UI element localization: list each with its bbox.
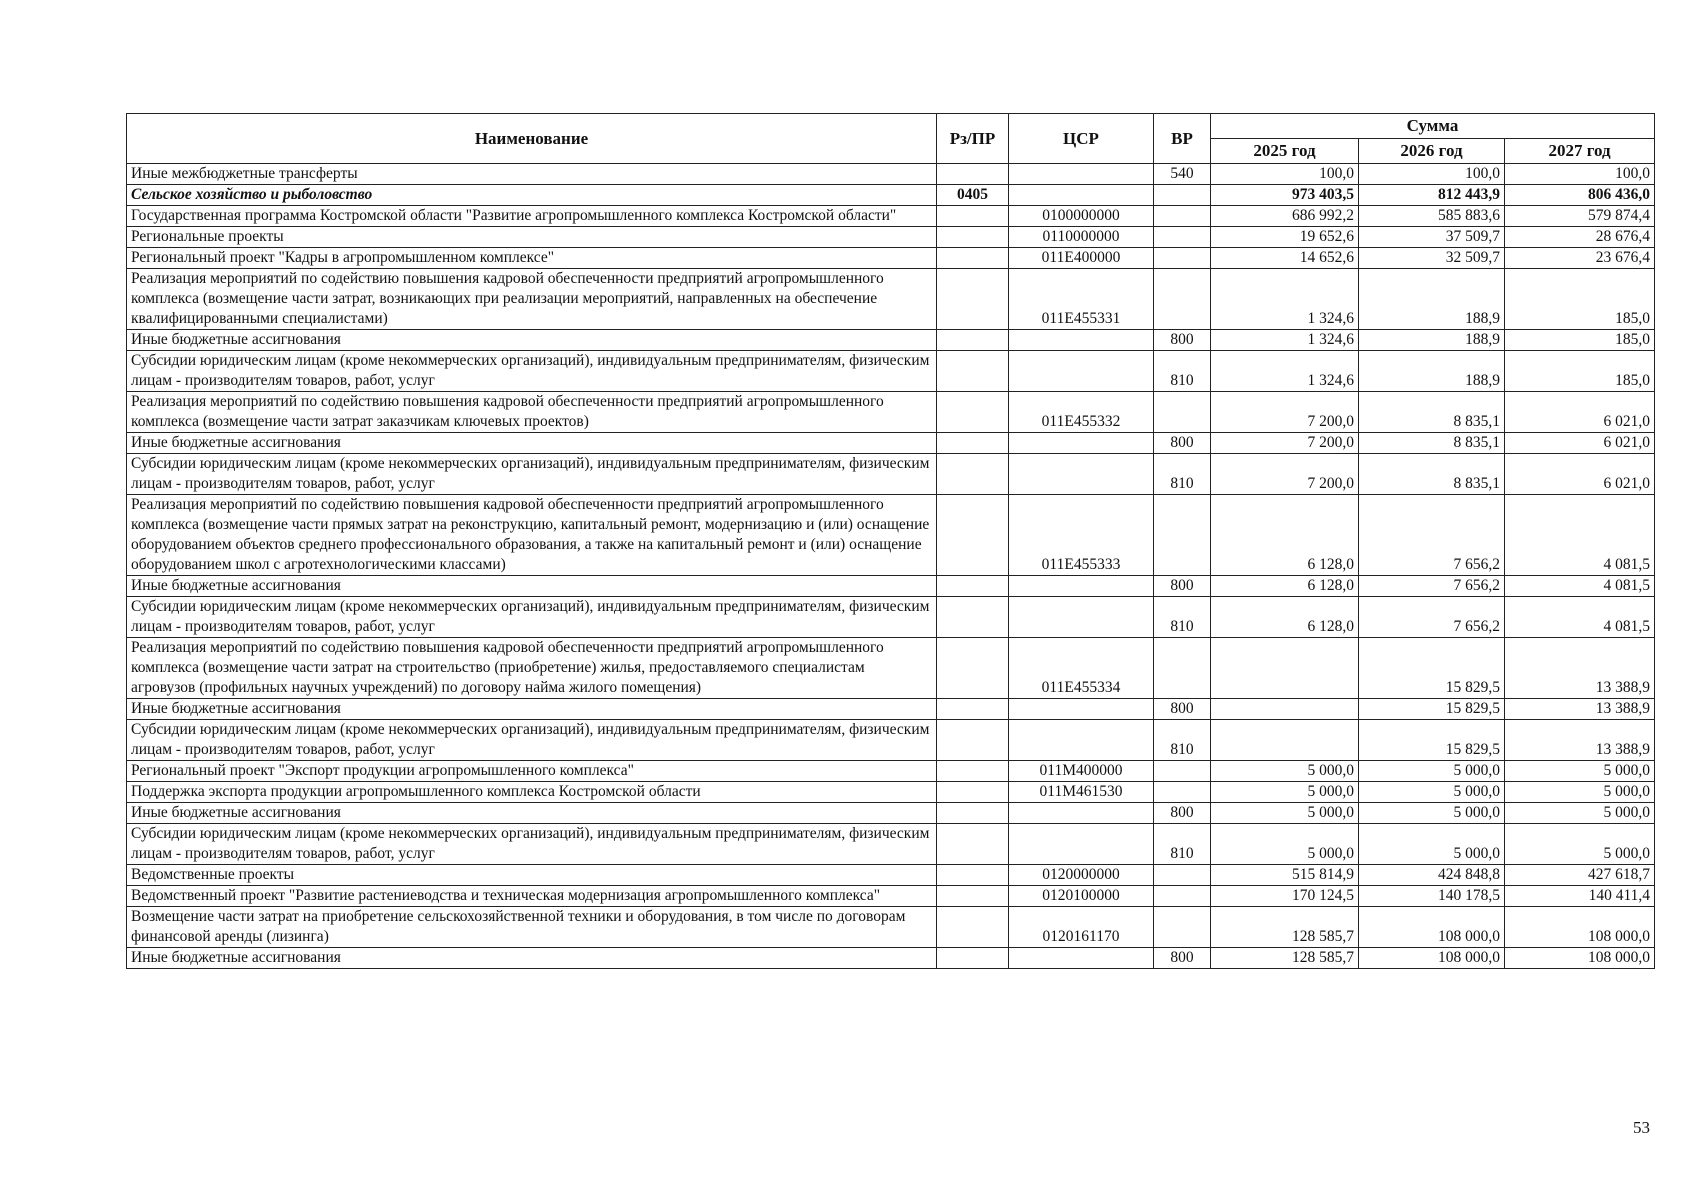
cell-2026: 8 835,1 <box>1359 454 1505 495</box>
cell-2027: 5 000,0 <box>1505 761 1655 782</box>
cell-name: Ведомственные проекты <box>127 865 937 886</box>
cell-2026: 8 835,1 <box>1359 433 1505 454</box>
cell-2025: 14 652,6 <box>1211 248 1359 269</box>
cell-csr: 011Е455332 <box>1009 392 1154 433</box>
cell-csr <box>1009 824 1154 865</box>
cell-csr: 011Е455333 <box>1009 495 1154 576</box>
cell-2025 <box>1211 638 1359 699</box>
cell-vr: 810 <box>1154 720 1211 761</box>
cell-rz-pr <box>937 803 1009 824</box>
header-year-2027: 2027 год <box>1505 139 1655 164</box>
cell-csr <box>1009 433 1154 454</box>
cell-2027: 13 388,9 <box>1505 699 1655 720</box>
cell-2025: 7 200,0 <box>1211 433 1359 454</box>
cell-2026: 7 656,2 <box>1359 597 1505 638</box>
cell-csr <box>1009 699 1154 720</box>
cell-rz-pr <box>937 576 1009 597</box>
cell-vr: 810 <box>1154 597 1211 638</box>
cell-2026: 188,9 <box>1359 269 1505 330</box>
cell-2027: 13 388,9 <box>1505 638 1655 699</box>
cell-2026: 5 000,0 <box>1359 803 1505 824</box>
cell-2026: 5 000,0 <box>1359 761 1505 782</box>
cell-2027: 108 000,0 <box>1505 907 1655 948</box>
cell-2025: 5 000,0 <box>1211 782 1359 803</box>
table-row <box>127 576 1655 597</box>
cell-name: Иные бюджетные ассигнования <box>127 948 937 969</box>
cell-2025: 6 128,0 <box>1211 576 1359 597</box>
cell-rz-pr <box>937 638 1009 699</box>
cell-2025: 1 324,6 <box>1211 351 1359 392</box>
header-vr: ВР <box>1154 114 1211 164</box>
cell-vr <box>1154 495 1211 576</box>
cell-2025: 6 128,0 <box>1211 597 1359 638</box>
cell-csr <box>1009 720 1154 761</box>
cell-2026: 15 829,5 <box>1359 699 1505 720</box>
table-body <box>127 164 1655 969</box>
cell-2027: 23 676,4 <box>1505 248 1655 269</box>
cell-rz-pr <box>937 597 1009 638</box>
cell-2025: 973 403,5 <box>1211 185 1359 206</box>
cell-name: Региональные проекты <box>127 227 937 248</box>
cell-2025: 100,0 <box>1211 164 1359 185</box>
cell-2025: 686 992,2 <box>1211 206 1359 227</box>
cell-name: Субсидии юридическим лицам (кроме некоммерческих организаций), индивидуальным предпринимателям, физическим лицам - производителям товаров, работ, услуг <box>127 597 937 638</box>
cell-2025: 128 585,7 <box>1211 907 1359 948</box>
cell-2025: 7 200,0 <box>1211 454 1359 495</box>
cell-csr: 0120100000 <box>1009 886 1154 907</box>
table-row <box>127 699 1655 720</box>
cell-vr <box>1154 886 1211 907</box>
cell-vr: 810 <box>1154 824 1211 865</box>
cell-csr <box>1009 330 1154 351</box>
cell-rz-pr <box>937 164 1009 185</box>
cell-2027: 4 081,5 <box>1505 495 1655 576</box>
cell-vr <box>1154 865 1211 886</box>
cell-2027: 579 874,4 <box>1505 206 1655 227</box>
cell-vr: 800 <box>1154 576 1211 597</box>
cell-csr: 011М461530 <box>1009 782 1154 803</box>
cell-2027: 13 388,9 <box>1505 720 1655 761</box>
cell-csr <box>1009 576 1154 597</box>
header-csr: ЦСР <box>1009 114 1154 164</box>
cell-2025: 7 200,0 <box>1211 392 1359 433</box>
cell-rz-pr <box>937 227 1009 248</box>
cell-2027: 140 411,4 <box>1505 886 1655 907</box>
cell-2026: 7 656,2 <box>1359 495 1505 576</box>
table-row <box>127 907 1655 948</box>
cell-vr: 810 <box>1154 454 1211 495</box>
cell-2027: 4 081,5 <box>1505 597 1655 638</box>
cell-2025 <box>1211 720 1359 761</box>
cell-name: Субсидии юридическим лицам (кроме некоммерческих организаций), индивидуальным предпринимателям, физическим лицам - производителям товаров, работ, услуг <box>127 351 937 392</box>
cell-vr <box>1154 782 1211 803</box>
cell-2026: 188,9 <box>1359 330 1505 351</box>
cell-2027: 5 000,0 <box>1505 782 1655 803</box>
table-row <box>127 454 1655 495</box>
cell-2026: 140 178,5 <box>1359 886 1505 907</box>
cell-2025: 1 324,6 <box>1211 330 1359 351</box>
cell-rz-pr <box>937 351 1009 392</box>
cell-2026: 585 883,6 <box>1359 206 1505 227</box>
cell-csr <box>1009 351 1154 392</box>
table-row <box>127 248 1655 269</box>
header-name: Наименование <box>127 114 937 164</box>
cell-2027: 185,0 <box>1505 269 1655 330</box>
cell-2027: 28 676,4 <box>1505 227 1655 248</box>
cell-vr: 800 <box>1154 433 1211 454</box>
table-header <box>127 114 1655 164</box>
cell-vr <box>1154 206 1211 227</box>
cell-2025 <box>1211 699 1359 720</box>
header-year-2026: 2026 год <box>1359 139 1505 164</box>
cell-vr <box>1154 269 1211 330</box>
cell-csr: 011Е455331 <box>1009 269 1154 330</box>
cell-csr: 011М400000 <box>1009 761 1154 782</box>
cell-vr <box>1154 227 1211 248</box>
cell-vr <box>1154 392 1211 433</box>
cell-name: Иные межбюджетные трансферты <box>127 164 937 185</box>
cell-name: Субсидии юридическим лицам (кроме некоммерческих организаций), индивидуальным предпринимателям, физическим лицам - производителям товаров, работ, услуг <box>127 824 937 865</box>
cell-2026: 32 509,7 <box>1359 248 1505 269</box>
cell-name: Субсидии юридическим лицам (кроме некоммерческих организаций), индивидуальным предпринимателям, физическим лицам - производителям товаров, работ, услуг <box>127 454 937 495</box>
cell-csr <box>1009 948 1154 969</box>
cell-2026: 15 829,5 <box>1359 638 1505 699</box>
cell-rz-pr <box>937 886 1009 907</box>
cell-vr <box>1154 185 1211 206</box>
cell-name: Иные бюджетные ассигнования <box>127 330 937 351</box>
table-row <box>127 164 1655 185</box>
cell-2027: 4 081,5 <box>1505 576 1655 597</box>
cell-csr <box>1009 803 1154 824</box>
cell-csr: 0120000000 <box>1009 865 1154 886</box>
cell-csr: 0120161170 <box>1009 907 1154 948</box>
table-row <box>127 803 1655 824</box>
cell-name: Реализация мероприятий по содействию повышения кадровой обеспеченности предприятий агропромышленного комплекса (возмещение части затрат на строительство (приобретение) жилья, предоставляемого специалистам агровузов (профильных научных учреждений) по договору найма жилого помещения) <box>127 638 937 699</box>
table-row <box>127 720 1655 761</box>
cell-2027: 108 000,0 <box>1505 948 1655 969</box>
cell-vr <box>1154 248 1211 269</box>
cell-2027: 185,0 <box>1505 330 1655 351</box>
cell-vr <box>1154 761 1211 782</box>
cell-2026: 108 000,0 <box>1359 907 1505 948</box>
cell-name: Иные бюджетные ассигнования <box>127 433 937 454</box>
cell-2025: 128 585,7 <box>1211 948 1359 969</box>
cell-csr <box>1009 597 1154 638</box>
cell-name: Иные бюджетные ассигнования <box>127 803 937 824</box>
cell-csr: 0100000000 <box>1009 206 1154 227</box>
cell-name: Сельское хозяйство и рыболовство <box>127 185 937 206</box>
cell-rz-pr <box>937 495 1009 576</box>
table-row <box>127 824 1655 865</box>
header-rz-pr: Рз/ПР <box>937 114 1009 164</box>
cell-2025: 5 000,0 <box>1211 761 1359 782</box>
cell-2025: 5 000,0 <box>1211 803 1359 824</box>
cell-2025: 5 000,0 <box>1211 824 1359 865</box>
cell-rz-pr <box>937 907 1009 948</box>
cell-2025: 19 652,6 <box>1211 227 1359 248</box>
cell-rz-pr <box>937 699 1009 720</box>
cell-csr <box>1009 185 1154 206</box>
table-row <box>127 433 1655 454</box>
table-row <box>127 227 1655 248</box>
cell-rz-pr <box>937 206 1009 227</box>
cell-rz-pr <box>937 782 1009 803</box>
cell-vr: 810 <box>1154 351 1211 392</box>
cell-2027: 185,0 <box>1505 351 1655 392</box>
table-row <box>127 638 1655 699</box>
table-row <box>127 948 1655 969</box>
cell-name: Возмещение части затрат на приобретение сельскохозяйственной техники и оборудования, в том числе по договорам финансовой аренды (лизинга) <box>127 907 937 948</box>
cell-rz-pr <box>937 948 1009 969</box>
cell-2026: 108 000,0 <box>1359 948 1505 969</box>
cell-rz-pr <box>937 330 1009 351</box>
cell-2025: 515 814,9 <box>1211 865 1359 886</box>
budget-table <box>126 113 1655 969</box>
cell-vr: 800 <box>1154 948 1211 969</box>
cell-2026: 5 000,0 <box>1359 824 1505 865</box>
cell-vr: 800 <box>1154 803 1211 824</box>
cell-rz-pr <box>937 269 1009 330</box>
cell-rz-pr <box>937 392 1009 433</box>
cell-name: Региональный проект "Кадры в агропромышленном комплексе" <box>127 248 937 269</box>
cell-rz-pr <box>937 761 1009 782</box>
cell-2026: 15 829,5 <box>1359 720 1505 761</box>
page-number: 53 <box>1633 1118 1650 1137</box>
cell-2027: 6 021,0 <box>1505 392 1655 433</box>
cell-2027: 427 618,7 <box>1505 865 1655 886</box>
table-row <box>127 782 1655 803</box>
cell-csr <box>1009 454 1154 495</box>
cell-csr <box>1009 164 1154 185</box>
cell-2027: 5 000,0 <box>1505 824 1655 865</box>
cell-name: Государственная программа Костромской области "Развитие агропромышленного комплекса Костромской области" <box>127 206 937 227</box>
cell-rz-pr <box>937 824 1009 865</box>
cell-2026: 100,0 <box>1359 164 1505 185</box>
cell-vr <box>1154 638 1211 699</box>
table-row <box>127 351 1655 392</box>
cell-name: Региональный проект "Экспорт продукции агропромышленного комплекса" <box>127 761 937 782</box>
cell-2027: 6 021,0 <box>1505 454 1655 495</box>
header-year-2025: 2025 год <box>1211 139 1359 164</box>
header-sum: Сумма <box>1211 114 1655 139</box>
cell-2026: 37 509,7 <box>1359 227 1505 248</box>
cell-vr: 800 <box>1154 330 1211 351</box>
cell-2026: 424 848,8 <box>1359 865 1505 886</box>
cell-name: Реализация мероприятий по содействию повышения кадровой обеспеченности предприятий агропромышленного комплекса (возмещение части затрат, возникающих при реализации мероприятий, направленных на обеспечение квалифицированными специалистами) <box>127 269 937 330</box>
cell-name: Иные бюджетные ассигнования <box>127 699 937 720</box>
table-row <box>127 330 1655 351</box>
table-row <box>127 392 1655 433</box>
cell-vr <box>1154 907 1211 948</box>
table-row <box>127 269 1655 330</box>
cell-csr: 011Е455334 <box>1009 638 1154 699</box>
table-row <box>127 206 1655 227</box>
cell-2027: 5 000,0 <box>1505 803 1655 824</box>
cell-vr: 540 <box>1154 164 1211 185</box>
cell-2027: 806 436,0 <box>1505 185 1655 206</box>
cell-2027: 100,0 <box>1505 164 1655 185</box>
table-row <box>127 886 1655 907</box>
cell-rz-pr <box>937 454 1009 495</box>
cell-rz-pr: 0405 <box>937 185 1009 206</box>
cell-rz-pr <box>937 433 1009 454</box>
cell-2026: 7 656,2 <box>1359 576 1505 597</box>
cell-rz-pr <box>937 865 1009 886</box>
cell-2026: 8 835,1 <box>1359 392 1505 433</box>
cell-2027: 6 021,0 <box>1505 433 1655 454</box>
cell-name: Ведомственный проект "Развитие растениеводства и техническая модернизация агропромышленного комплекса" <box>127 886 937 907</box>
cell-2025: 170 124,5 <box>1211 886 1359 907</box>
cell-name: Реализация мероприятий по содействию повышения кадровой обеспеченности предприятий агропромышленного комплекса (возмещение части затрат заказчикам ключевых проектов) <box>127 392 937 433</box>
cell-name: Поддержка экспорта продукции агропромышленного комплекса Костромской области <box>127 782 937 803</box>
cell-csr: 0110000000 <box>1009 227 1154 248</box>
table-row <box>127 761 1655 782</box>
cell-2025: 1 324,6 <box>1211 269 1359 330</box>
cell-2026: 188,9 <box>1359 351 1505 392</box>
table-row <box>127 865 1655 886</box>
table-row <box>127 597 1655 638</box>
cell-name: Реализация мероприятий по содействию повышения кадровой обеспеченности предприятий агропромышленного комплекса (возмещение части прямых затрат на реконструкцию, капитальный ремонт, модернизацию и (или) оснащение оборудованием объектов среднего профессионального образования, а также на капитальный ремонт и (или) оснащение оборудованием школ с агротехнологическими классами) <box>127 495 937 576</box>
cell-vr: 800 <box>1154 699 1211 720</box>
cell-rz-pr <box>937 720 1009 761</box>
cell-rz-pr <box>937 248 1009 269</box>
cell-name: Иные бюджетные ассигнования <box>127 576 937 597</box>
cell-2026: 5 000,0 <box>1359 782 1505 803</box>
cell-2025: 6 128,0 <box>1211 495 1359 576</box>
cell-2026: 812 443,9 <box>1359 185 1505 206</box>
table-row <box>127 495 1655 576</box>
cell-csr: 011Е400000 <box>1009 248 1154 269</box>
cell-name: Субсидии юридическим лицам (кроме некоммерческих организаций), индивидуальным предпринимателям, физическим лицам - производителям товаров, работ, услуг <box>127 720 937 761</box>
table-row <box>127 185 1655 206</box>
